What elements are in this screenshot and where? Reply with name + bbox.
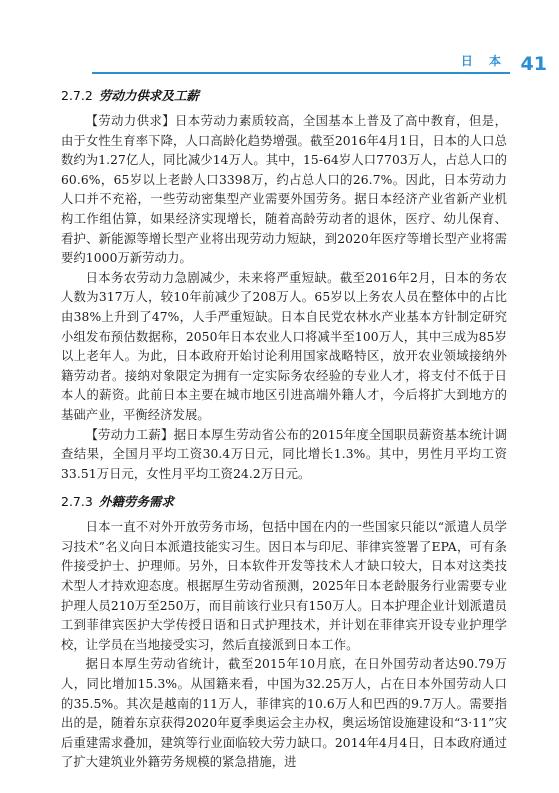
section-number: 2.7.3 <box>61 494 93 510</box>
paragraph-labor-wages: 【劳动力工薪】据日本厚生劳动省公布的2015年度全国职员薪资基本统计调查结果，全国月平均工资30.4万日元，同比增长1.3%。其中，男性月平均工资33.51万日元，女性月平均工资24.2万日元。 <box>61 427 507 481</box>
header-rule <box>92 72 510 74</box>
paragraph-agriculture-labor: 日本务农劳动力急剧减少，未来将严重短缺。截至2016年2月，日本的务农人数为317万人，较10年前减少了208万人。65岁以上务农人员在整体中的占比由38%上升到了47%，人手严重短缺。日本自民党农林水产业基本方针制定研究小组发布预估数据称，2050年日本农业人口将减半至100万人，其中三成为85岁以上老年人。为此，日本政府开始讨论利用国家战略特区，放开农业领域接纳外籍劳动者。接纳对象限定为拥有一定实际务农经验的专业人才，将支付不低于日本人的薪资。此前日本主要在城市地区引进高端外籍人才，今后将扩大到地方的基础产业，平衡经济发展。 <box>61 270 507 422</box>
page-header <box>0 0 559 78</box>
paragraph-labor-supply: 【劳动力供求】日本劳动力素质较高，全国基本上普及了高中教育，但是，由于女性生育率下降，人口高龄化趋势增强。截至2016年4月1日，日本的人口总数约为1.27亿人，同比减少14万人。其中，15-64岁人口7703万人，占总人口的60.6%，65岁以上老龄人口3398万，约占总人口的26.7%。因此，日本劳动力人口并不充裕，一些劳动密集型产业需要外国劳务。据日本经济产业省新产业机构工作组估算，如果经济实现增长，随着高龄劳动者的退休，医疗、幼儿保育、看护、新能源等增长型产业将出现劳动力短缺，到2020年医疗等增长型产业将需要约1000万新劳动力。 <box>61 114 507 266</box>
section-heading-2-7-2 <box>61 86 507 106</box>
section-heading-2-7-3 <box>61 492 507 512</box>
running-header-label: 日 本 <box>460 54 507 68</box>
section-title: 外籍劳务需求 <box>98 494 174 510</box>
page-number: 41 <box>520 53 547 75</box>
section-title: 劳动力供求及工薪 <box>98 88 199 103</box>
section-number: 2.7.2 <box>61 88 93 103</box>
page-body <box>61 86 507 773</box>
paragraph-foreign-labor-demand: 日本一直不对外开放劳务市场，包括中国在内的一些国家只能以“派遣人员学习技术”名义向日本派遣技能实习生。因日本与印尼、菲律宾签署了EPA，可有条件接受护士、护理师。另外，日本软件开发等技术人才缺口较大，日本对这类技术型人才持欢迎态度。根据厚生劳动省预测，2025年日本老龄服务行业需要专业护理人员210万至250万，而目前该行业只有150万人。日本护理企业计划派遣员工到菲律宾医护大学传授日语和日式护理技术，并计划在菲律宾开设专业护理学校，让学员在当地接受实习，然后直接派到日本工作。 <box>61 520 507 652</box>
paragraph-foreign-labor-statistics: 据日本厚生劳动省统计，截至2015年10月底，在日外国劳动者达90.79万人，同比增加15.3%。从国籍来看，中国为32.25万人，占在日本外国劳动人口的35.5%。其次是越南的11万人，菲律宾的10.6万人和巴西的9.7万人。需要指出的是，随着东京获得2020年夏季奥运会主办权，奥运场馆设施建设和“3·11”灾后重建需求叠加，建筑等行业面临较大劳力缺口。2014年4月4日，日本政府通过了扩大建筑业外籍劳务规模的紧急措施，进 <box>61 657 507 770</box>
